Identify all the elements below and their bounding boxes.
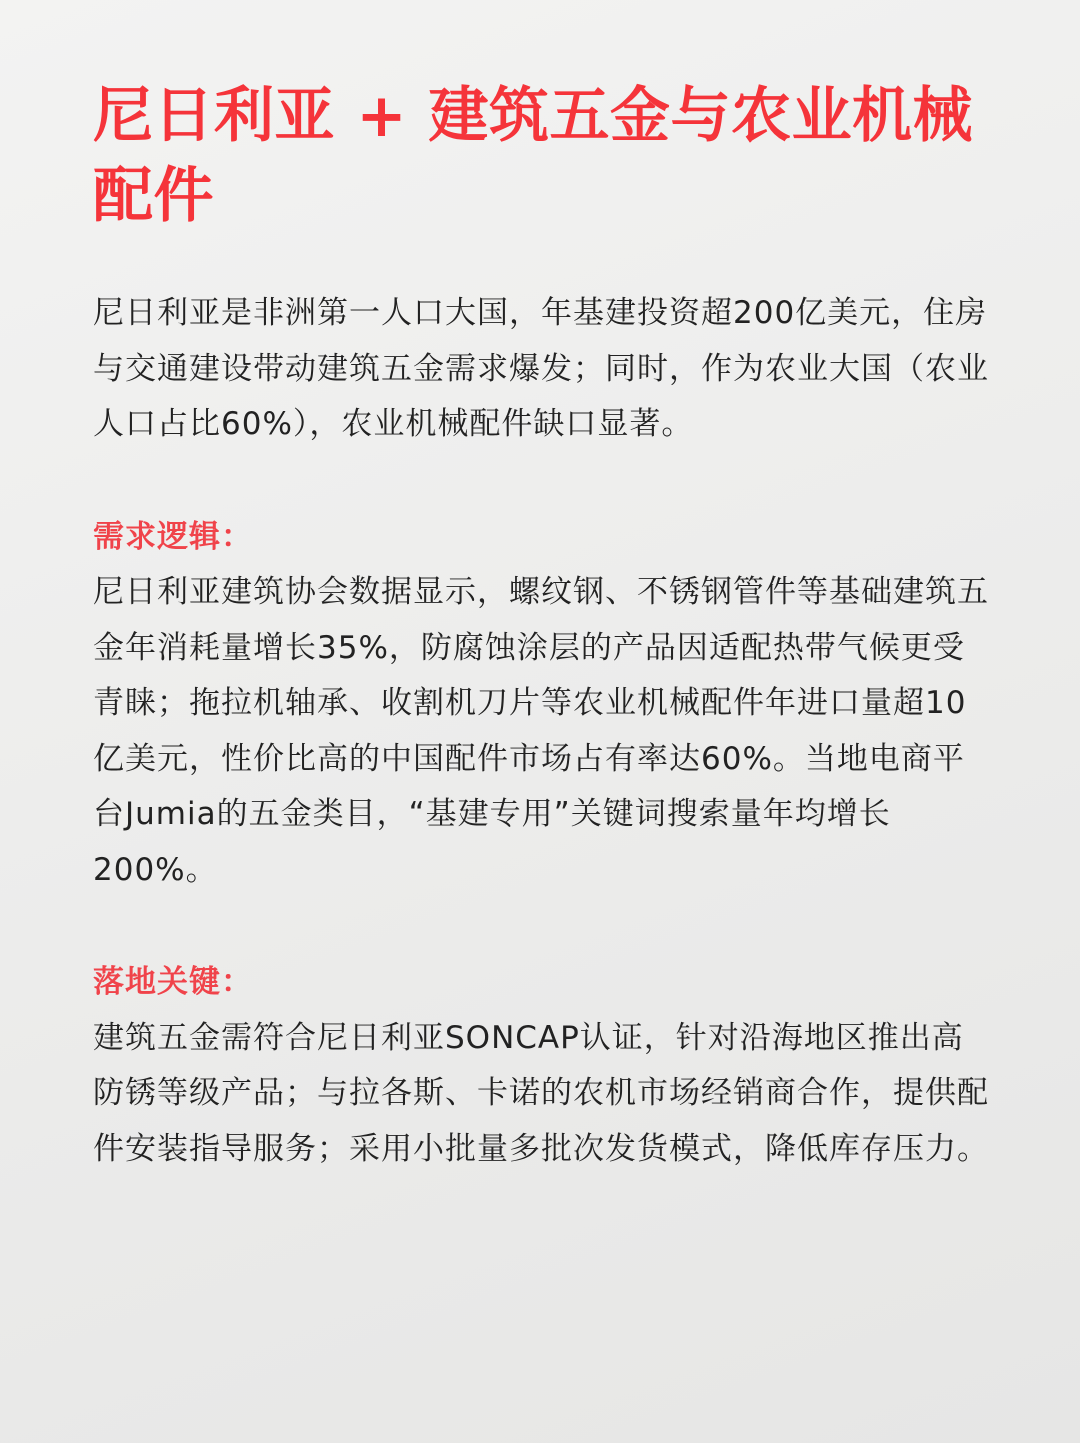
section-landing-keys [93, 955, 993, 1177]
note-page [93, 76, 993, 1177]
section-heading-demand-logic: 需求逻辑： [93, 518, 253, 555]
section-demand-logic [93, 510, 993, 899]
section-body-demand-logic: 尼日利亚建筑协会数据显示，螺纹钢、不锈钢管件等基础建筑五金年消耗量增长35%，防腐蚀涂层的产品因适配热带气候更受青睐；拖拉机轴承、收割机刀片等农业机械配件年进口量超10亿美元，性价比高的中国配件市场占有率达60%。当地电商平台Jumia的五金类目，“基建专用”关键词搜索量年均增长200%。 [93, 574, 989, 888]
page-title: 尼日利亚 + 建筑五金与农业机械配件 [93, 81, 974, 231]
intro-paragraph: 尼日利亚是非洲第一人口大国，年基建投资超200亿美元，住房与交通建设带动建筑五金需求爆发；同时，作为农业大国（农业人口占比60%），农业机械配件缺口显著。 [93, 295, 989, 442]
section-heading-landing-keys: 落地关键： [93, 964, 253, 1000]
section-body-landing-keys: 建筑五金需符合尼日利亚SONCAP认证，针对沿海地区推出高防锈等级产品；与拉各斯、卡诺的农机市场经销商合作，提供配件安装指导服务；采用小批量多批次发货模式，降低库存压力。 [93, 1019, 989, 1167]
